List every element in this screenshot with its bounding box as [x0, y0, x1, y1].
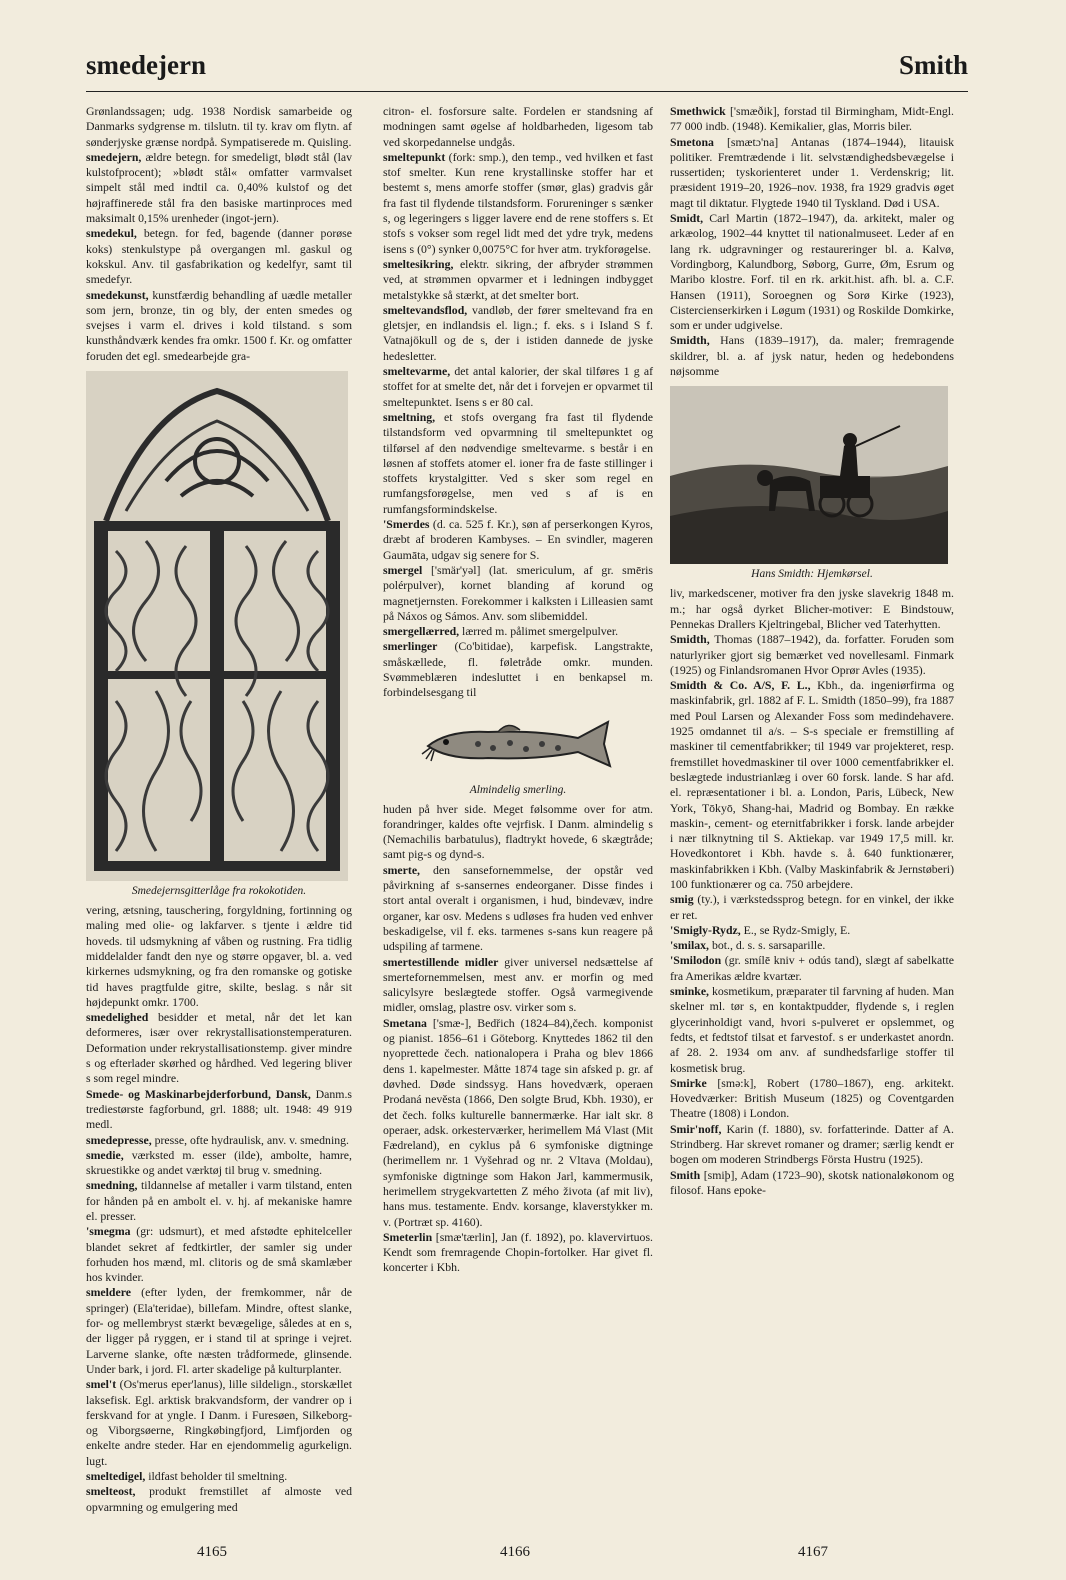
entry-text: Danm.s trediestørste fagforbund, grl. 1888; ult. 1948: 49 919 medl.: [86, 1086, 352, 1132]
entry-text: bot., d. s. s. sarsaparille.: [709, 938, 826, 953]
loach-fish-illustration: [418, 708, 618, 780]
entry-headword: smeldere: [86, 1285, 131, 1300]
entry-headword: smel't: [86, 1377, 117, 1392]
figure-caption-painting: Hans Smidth: Hjemkørsel.: [751, 568, 873, 581]
dictionary-entry: [86, 1484, 352, 1515]
dictionary-entry: [383, 303, 653, 364]
dictionary-entry: [86, 288, 352, 364]
entry-headword: smeltedigel,: [86, 1469, 146, 1484]
entry-text: giver universel nedsættelse af smertefornemmelsen, mest anv. er morfin og med salicylsyre beslægtede stoffer. Også varmegivende midler, omslag, plastre osv. virker som s.: [383, 954, 653, 1015]
entry-headword: smergellærred,: [383, 624, 460, 639]
entry-text: [smætɔ'na] Antanas (1874–1944), litauisk politiker. Fremtrædende i lit. selvstændighedsbevægelse i russertiden; tyskorienteret under 1. Verdenskrig; lit. præsident 1919–20, 1926–nov. 1938, fra 1929 gradvis øget magt til diktatur. Flygtede 1940 til Tyskland. Død i USA.: [670, 134, 954, 210]
entry-text: værksted m. esser (ilde), ambolte, hamre, skruestikke og andet værktøj til brug v. smedning.: [86, 1147, 352, 1178]
entry-text: vandløb, der fører smeltevand fra en gletsjer, en indlandsis el. lign.; f. eks. s i Island S f. Vatnajökull og de s, der i istiden dannede de jyske hedesletter.: [383, 302, 653, 363]
page-number-left: 4165: [197, 1544, 227, 1560]
column-entries-top: [86, 104, 352, 364]
entry-headword: Smethwick: [670, 104, 726, 118]
left-headword: smedejern: [86, 50, 206, 80]
dictionary-entry: [86, 903, 352, 1010]
dictionary-entry: [86, 1133, 352, 1148]
entry-text: huden på hver side. Meget følsomme over for atm. forandringer, kaldes ofte vejrfisk. I Danm. almindelig s (Nemachilis barbatulus), fladtrykt hovede, 6 skægtråde; samt pig-s og dynd-s.: [383, 801, 653, 862]
entry-headword: smedepresse,: [86, 1132, 152, 1147]
dictionary-entry: [670, 586, 954, 632]
dictionary-entry: [86, 150, 352, 226]
entry-headword: smeltevarme,: [383, 364, 451, 379]
entry-text: det antal kalorier, der skal tilføres 1 g af stoffet for at smelte det, når det i forvejen er opvarmet til smeltepunktet. Isens s er 80 cal.: [383, 364, 653, 409]
entry-text: produkt fremstillet af almoste ved opvarmning og emulgering med: [86, 1484, 352, 1514]
entry-text: elektr. sikring, der afbryder strømmen ved, at strømmen opvarmer et i ledningen indbygget metalstykke så stærkt, at det smelter bort.: [383, 256, 653, 302]
entry-headword: smeltning,: [383, 409, 436, 424]
column-entries-top: [670, 104, 954, 379]
entry-text: (d. ca. 525 f. Kr.), søn af perserkongen Kyros, dræbt af broderen Kambyses. – En svindler, mageren Gaumāta, udgav sig senere for S.: [383, 517, 653, 562]
entry-headword: Smidt,: [670, 211, 704, 226]
dictionary-entry: [383, 863, 653, 955]
dictionary-entry: [670, 1076, 954, 1122]
page-number-right: 4167: [798, 1544, 828, 1560]
entry-headword: smedekul,: [86, 226, 137, 241]
figure-caption-gate: Smedejernsgitterlåge fra rokokotiden.: [131, 885, 307, 898]
dictionary-entry: [670, 211, 954, 333]
dictionary-entry: [383, 955, 653, 1016]
entry-text: ældre betegn. for smedeligt, blødt stål (lav kulstofprocent); »blødt stål« omfatter varmvalset simpelt stål med indtil ca. 0,40% kulstof og det højraffinerede stål fra den basiske martinproces med maksimalt 0,15% urenheder (ingot-jern).: [86, 149, 352, 226]
entry-headword: smedie,: [86, 1147, 124, 1162]
entry-headword: Smir'noff,: [670, 1121, 722, 1136]
entry-text: presse, ofte hydraulisk, anv. v. smedning.: [151, 1132, 349, 1147]
figure-fish: [383, 708, 653, 796]
figure-gate: [86, 371, 352, 897]
dictionary-entry: [383, 517, 653, 563]
entry-text: Carl Martin (1872–1947), da. arkitekt, maler og arkæolog, 1902–44 knyttet til nationalmuseet. Leder af en lang rk. udgravninger og restaureringer bl. a. Kalvø, Vordingborg, Kalundborg, Søborg, Gurre, Øm, Esrum og Maribo klostre. Forf. til en rk. arkit.hist. afh. bl. a. C.F. Hansen (1911), Soroegnen og Sorø Kirke (1923), Cistercienserkirken i Løgum (1931) og Roskilde Domkirke, som er under udgivelse.: [670, 211, 954, 333]
entry-text: et stofs overgang fra fast til flydende tilstandsform ved opvarmning til smeltepunktet og tilførsel af den nødvendige smeltevarme. s består i en løsnen af stoffets atomer el. ioner fra de faste stillinger i stoffets krystalgitter. Ved s sker som regel en rumfangsforøgelse, men ved s af is en rumfangsformindskelse.: [383, 409, 653, 516]
dictionary-entry: [383, 410, 653, 517]
entry-headword: Smetona: [670, 134, 714, 149]
dictionary-entry: [86, 1377, 352, 1469]
entry-text: ['smæ-], Bedřich (1824–84),čech. komponist og pianist. 1856–61 i Göteborg. Knyttedes 1862 til den nyoprettede čech. nationalopera i Praha og blev 1866 dens 1. kapelmester. Måtte 1874 tage sin afsked p. gr. af døvhed. Døde sindssyg. Hans hovedværk, operaen Prodaná nevěsta (1866, Den solgte Brud, Kbh. 1930), er det čech. folks kulturelle bannermærke. Har ialt skr. 8 operaer, adsk. orkesterværker, herimellem Má Vlast (Mit Fædreland), en cyklus på 6 symfoniske digtninge (herimellem nr. 1 Vyšehrad og nr. 2 Vltava (Moldau), symfoniske digtninge som Hakon Jarl, kammermusik, herimellem strygekvartetten Z mého života (af mit liv), hans mus. testamente. Endv. korsange, klaverstykker m. v. (Portræt sp. 4160).: [383, 1015, 653, 1229]
column-4166: [383, 104, 653, 1276]
entry-text: (gr: udsmurt), et med afstødte ephitelceller blandet sekret af fedtkirtler, der samler sig under forhuden hos mænd, ml. clitoris og de små skamlæber hos kvinder.: [86, 1224, 352, 1285]
dictionary-entry: [383, 1016, 653, 1230]
column-entries-top: [383, 104, 653, 701]
dictionary-entry: [670, 938, 954, 953]
entry-headword: 'Smerdes: [383, 517, 430, 532]
dictionary-entry: [86, 1469, 352, 1484]
entry-headword: 'smegma: [86, 1224, 131, 1239]
dictionary-entry: [383, 104, 653, 150]
entry-text: vering, ætsning, tauschering, forgyldning, fortinning og maling med olie- og lakfarver. s tjente i ældre tid hoveds. til udsmykning af våben og rustning. Fra tidlig middelalder fandt den nye og større opgaver, bl. a. ved kirkernes udsmykning, og fra den romanske og gotiske tid haves pragtfulde gitre, skilte, beslag. s når sit højdepunkt omkr. 1700.: [86, 903, 352, 1009]
entry-headword: smig: [670, 892, 694, 907]
column-4165: [86, 104, 352, 1515]
dictionary-entry: [86, 1010, 352, 1086]
entry-headword: 'smilax,: [670, 938, 709, 953]
entry-text: kosmetikum, præparater til farvning af huden. Man skelner ml. tør s, en kontaktpudder, flydende s, i reglen glycerinholdigt vand, hvori s-pulveret er opslemmet, og fedts, et fedtstof tilsat et farvestof. s er underkastet anordn. af 28. 2. 1934 om anv. af sundhedsfarlige stoffer til kosmetisk brug.: [670, 984, 954, 1075]
figure-caption-fish: Almindelig smerling.: [469, 783, 567, 796]
dictionary-entry: [670, 953, 954, 984]
dictionary-entry: [383, 563, 653, 624]
entry-headword: 'Smigly-Rydz,: [670, 922, 741, 937]
entry-text: kunstfærdig behandling af uædle metaller som jern, bronze, tin og bly, der enten smedes og svejses i varm el. drives i kold tilstand. s som kunsthåndværk kendes fra omkr. 1500 f. Kr. og omfatter foruden det egl. smedearbejde gra-: [86, 287, 352, 363]
dictionary-entry: [670, 678, 954, 892]
header-rule: [86, 91, 968, 92]
entry-text: ['smæðik], forstad til Birmingham, Midt-Engl. 77 000 indb. (1948). Kemikalier, glas, Morris biler.: [670, 104, 954, 134]
running-header: [86, 44, 968, 92]
dictionary-entry: [670, 632, 954, 678]
dictionary-entry: [383, 639, 653, 700]
entry-text: Thomas (1887–1942), da. forfatter. Foruden som naturlyriker gjort sig bemærket ved novellesaml. Finmark (1925) og Finlandsromanen Hvor Oprør Avles (1935).: [670, 632, 954, 677]
entry-headword: smedekunst,: [86, 287, 149, 302]
entry-headword: Smede- og Maskinarbejderforbund, Dansk,: [86, 1086, 311, 1101]
dictionary-entry: [86, 1148, 352, 1179]
entry-headword: smedning,: [86, 1178, 138, 1193]
entry-headword: smeltesikring,: [383, 256, 454, 271]
entry-text: (efter lyden, der fremkommer, når de springer) (Ela'teridae), billefam. Mindre, oftest slanke, for- og mellembryst stærkt bevægelige, således at en s, der ligger på ryggen, er i stand til at springe i vejret. Larverne slanke, ofte næsten trådformede, glinsende. Under bark, i jord. Fl. arter skadelige på kulturplanter.: [86, 1285, 352, 1376]
page-number-middle: 4166: [500, 1544, 530, 1560]
dictionary-entry: [670, 923, 954, 938]
dictionary-entry: [670, 892, 954, 923]
entry-headword: smeltevandsflod,: [383, 302, 468, 317]
right-headword: Smith: [898, 50, 968, 80]
entry-headword: Smetana: [383, 1015, 427, 1030]
entry-text: (ty.), i værkstedssprog betegn. for en vinkel, der ikke er ret.: [670, 892, 954, 922]
dictionary-entry: [383, 257, 653, 303]
dictionary-entry: [383, 1230, 653, 1276]
entry-text: Hans (1839–1917), da. maler; fremragende skildrer, bl. a. af jysk natur, heden og hedebondens nøjsomme: [670, 333, 954, 379]
entry-headword: Smidth & Co. A/S, F. L.,: [670, 678, 811, 693]
entry-headword: smerte,: [383, 862, 421, 877]
entry-text: ildfast beholder til smeltning.: [145, 1469, 288, 1484]
dictionary-entry: [670, 984, 954, 1076]
column-entries-bottom: [86, 903, 352, 1515]
entry-headword: sminke,: [670, 984, 710, 999]
entry-text: liv, markedscener, motiver fra den jyske slavekrig 1848 m. m.; har også dyrket Blicher-motiver: E Bindstouw, Pennekas Drallers Kjeltringebal, Blicher ved Taterhytten.: [670, 586, 954, 631]
dictionary-entry: [383, 624, 653, 639]
entry-text: (Os'merus eper'lanus), lille sildelign., storskællet laksefisk. Egl. arktisk brakvandsform, der vandrer op i ferskvand for at yngle. I Danm. i Furesøen, Silkeborg- og Viborgsøerne, Ringkøbingfjord, Limfjorden og enkelte andre steder. Har en ejendommelig agurkelign. lugt.: [86, 1377, 352, 1468]
dictionary-entry: [86, 1087, 352, 1133]
entry-text: lærred m. pålimet smergelpulver.: [459, 624, 619, 639]
entry-headword: Smith: [670, 1167, 701, 1182]
dictionary-entry: [383, 802, 653, 863]
entry-headword: Smidth,: [670, 333, 710, 348]
entry-text: Grønlandssagen; udg. 1938 Nordisk samarbeide og Danmarks sydgrense m. tilslutn. til ty. krav om flytn. af sønderjyske grænse nordpå. Sympatiserede m. Quisling.: [86, 104, 352, 149]
column-entries-bottom: [670, 586, 954, 1198]
dictionary-entry: [86, 226, 352, 287]
entry-headword: smerlinger: [383, 639, 438, 654]
entry-text: Karin (f. 1880), sv. forfatterinde. Datter af A. Strindberg. Har skrevet romaner og dramer; særlig kendt er bogen om moderen Strindbergs Första Hustru (1925).: [670, 1121, 954, 1167]
entry-headword: smertestillende midler: [383, 954, 499, 969]
dictionary-entry: [670, 1122, 954, 1168]
entry-headword: smergel: [383, 562, 423, 577]
entry-text: [smə:k], Robert (1780–1867), eng. arkitekt. Hovedværker: British Museum (1825) og Coventgarden Theatre (1808) i London.: [670, 1075, 954, 1121]
entry-text: [smiþ], Adam (1723–90), skotsk nationaløkonom og filosof. Hans epoke-: [670, 1167, 954, 1197]
entry-text: (fork: smp.), den temp., ved hvilken et fast stof smelter. Kun rene krystallinske stoffer har et bestemt s, mens amorfe stoffer (smør, glas) gradvis går fra fast til flydende tilstandsform. Forureninger s sænker s, og legeringers s ligger lavere end de rene stoffers s. Et stofs s vokser som regel lidt med det ydre tryk, medens isens s (0°) synker 0,0075°C for hver atm. trykforøgelse.: [383, 149, 653, 256]
entry-text: Kbh., da. ingeniørfirma og maskinfabrik, grl. 1882 af F. L. Smidth (1850–99), fra 1887 med Poul Larsen og Alexander Foss som medindehavere. 1925 omdannet til a/s. – S-s speciale er fremstilling af maskiner til cementfabrikker; til 1949 var projekteret, resp. fremstillet hovedmaskiner til over 1000 cementfabrikker el. beslægtede industrianlæg i over 60 forsk. lande. S har afd. el. repræsentationer i bl. a. London, Paris, Lübeck, New York, Tōkyō, Shang-hai, Madrid og Bombay. En række maskin-, cement- og eternitfabrikker i forsk. lande arbejder i nær tilknytning til S. Aktiekap. var 1949 17,5 mill. kr. Hovedkontoret i Kbh. havde s. å. 640 funktionærer, maskinfabrikken i Kbh. (Valby Maskinfabrik & Jernstøberi) 100 funktionærer og ca. 750 arbejdere.: [670, 678, 954, 891]
figure-painting: [670, 386, 954, 580]
entry-headword: smedelighed: [86, 1010, 149, 1025]
entry-headword: 'Smilodon: [670, 953, 722, 968]
entry-headword: smeltepunkt: [383, 149, 446, 164]
wrought-iron-gate-illustration: [86, 371, 348, 881]
dictionary-entry: [86, 1285, 352, 1377]
entry-text: citron- el. fosforsure salte. Fordelen er standsning af modningen samt øgelse af holdbarheden, ligesom tab ved skorpedannelse undgås.: [383, 104, 653, 149]
entry-headword: Smirke: [670, 1075, 707, 1090]
entry-headword: Smeterlin: [383, 1229, 433, 1244]
dictionary-entry: [86, 104, 352, 150]
dictionary-entry: [383, 150, 653, 257]
dictionary-entry: [670, 1168, 954, 1199]
column-entries-bottom: [383, 802, 653, 1276]
entry-text: E., se Rydz-Smigly, E.: [740, 922, 851, 937]
dictionary-entry: [86, 1224, 352, 1285]
painting-hjemkorsel-illustration: [670, 386, 948, 564]
entry-text: (gr. smílē kniv + odús tand), slægt af sabelkatte fra Amerikas ældre kvartær.: [670, 953, 954, 983]
dictionary-entry: [670, 135, 954, 211]
entry-text: den sansefornemmelse, der opstår ved påvirkning af s-sansernes endeorganer. Disse findes i stort antal overalt i organismen, i hud, bindevæv, indre organer, kar osv. Medens s udløses fra huden ved enhver beskadigelse, vil f. eks. tarmenes s-sans kun reagere på udspiling af tarmene.: [383, 862, 653, 954]
entry-text: besidder et metal, når det let kan deformeres, især over rekrystallisationstemperaturen. Deformation under rekrystallisationstemp. giver mindre s og efterlader skørhed og hårdhed. Ved legering bliver s som regel mindre.: [86, 1010, 352, 1086]
dictionary-entry: [670, 104, 954, 135]
column-4167: [670, 104, 954, 1198]
entry-text: (Co'bitidae), karpefisk. Langstrakte, småskællede, fl. føletråde omkr. munden. Svømmeblæren indesluttet i en benkapsel m. forbindelsesgang til: [383, 639, 653, 700]
entry-headword: smelteost,: [86, 1484, 136, 1499]
dictionary-entry: [670, 333, 954, 379]
entry-text: tildannelse af metaller i varm tilstand, enten for hånden på en ambolt el. v. hj. af mekaniske hamre el. presser.: [86, 1178, 352, 1223]
entry-text: [smæ'tærlin], Jan (f. 1892), po. klavervirtuos. Kendt som fremragende Chopin-fortolker. Har givet fl. koncerter i Kbh.: [383, 1229, 653, 1275]
entry-text: betegn. for fed, bagende (danner porøse koks) stenkulstype på overgangen ml. gaskul og kokskul. Anv. til gasfabrikation og kedelfyr, samt til smedefyr.: [86, 226, 352, 287]
entry-headword: Smidth,: [670, 632, 710, 647]
entry-text: ['smär'yəl] (lat. smericulum, af gr. smēris polérpulver), kornet blanding af korund og magnetjernsten. Forekommer i kalksten i Lilleasien samt på Náxos og Sámos. Anv. som slibemiddel.: [383, 562, 653, 623]
entry-headword: smedejern,: [86, 149, 142, 164]
dictionary-entry: [383, 364, 653, 410]
dictionary-entry: [86, 1178, 352, 1224]
